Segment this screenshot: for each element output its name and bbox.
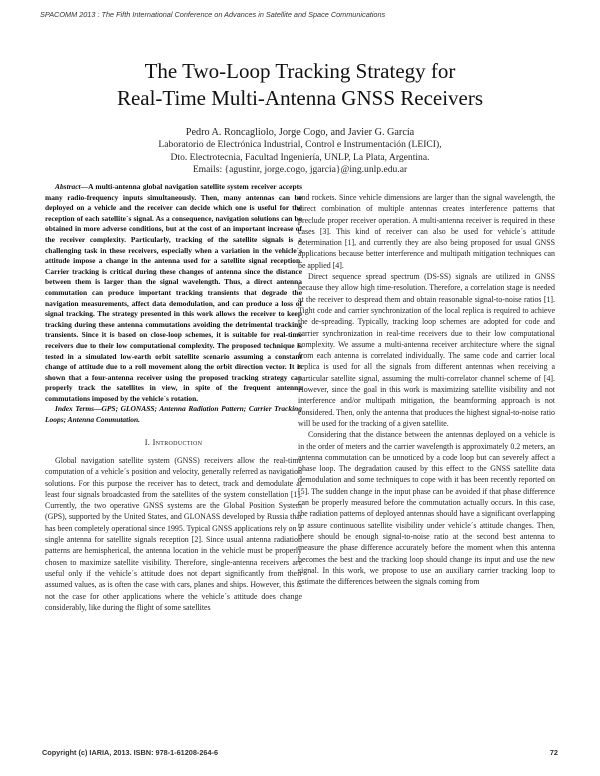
footer-page-number: 72 [549, 748, 558, 757]
author-names: Pedro A. Roncagliolo, Jorge Cogo, and Javier G. García [185, 127, 415, 138]
running-header: SPACOMM 2013 : The Fifth International Conference on Advances in Satellite and Space Communications [40, 10, 386, 19]
abstract-lead: Abstract [55, 182, 81, 191]
author-emails: Emails: {agustinr, jorge.cogo, jgarcia}@ing.unlp.edu.ar [192, 164, 408, 176]
right-column [298, 192, 555, 587]
abstract [45, 182, 302, 404]
author-block [40, 127, 560, 177]
abstract-text: —A multi-antenna global navigation satellite system receiver accepts many radio-frequency inputs simultaneously. Then, many antennas can be deployed on a vehicle and the receiver can decide which one is useful for the reception of each satellite´s signal. As a consequence, navigation solutions can be obtained in more adverse conditions, but at the cost of an important increase of the receiver complexity. Particularly, tracking of the satellite signals is a challenging task in these receivers, especially when a variation in the vehicle´s attitude impose a change in the antenna used for a satellite signal reception. Carrier tracking is critical during these changes of antenna since the distance between them is larger than the signal wavelength. Thus, a direct antenna commutation can produce important tracking transients that degrade the navigation measurements, affect data demodulation, and can produce a loss of signal tracking. The strategy presented in this work allows the receiver to keep tracking during these antenna commutations avoiding the detrimental tracking transients. Since it is based on close-loop schemes, it is suitable for real-time receivers due to their low computational complexity. The proposed technique is tested in a simulated low-earth orbit satellite scenario assuming a constant change of attitude due to a roll movement along the orbit direction vector. It is shown that a four-antenna receiver using the proposed tracking strategy can properly track the satellites in view, in spite of the frequent antenna commutations imposed by the vehicle´s rotation. [45, 182, 302, 403]
footer-copyright: Copyright (c) IARIA, 2013. ISBN: 978-1-61208-264-6 [42, 748, 218, 757]
right-paragraph-1: and rockets. Since vehicle dimensions are larger than the signal wavelength, the direct combination of multiple antennas creates interference patterns that preclude proper receiver operation. A multi-antenna receiver is required in these cases [3]. This kind of receiver can also be used for vehicle´s attitude determination [1], and currently they are also being proposed for usual GNSS applications because better interference and multipath mitigation techniques can be applied [4]. [298, 193, 555, 270]
title-line-2: Real-Time Multi-Antenna GNSS Receivers [116, 86, 484, 110]
section-heading-introduction: I. Introduction [144, 437, 203, 447]
right-paragraph-2: Direct sequence spread spectrum (DS-SS) signals are utilized in GNSS because they allow high time-resolution. Therefore, a correlation stage is needed at the receiver to despread them and obtain reasonable signal-to-noise ratios [1]. Tight code and carrier synchronization of the local replica is required to achieve the de-spreading. Typically, tracking loop schemes are adopted for code and carrier synchronization in real-time receivers due to their low computational complexity. We assume a multi-antenna receiver architecture where the signal from each antenna is correlated individually. The same code and carrier local replica is used for all the signals from different antennas when receiving a particular satellite signal, assuming the multi-correlator channel scheme of [4]. However, since the goal in this work is maximizing satellite visibility and not interference and/or multipath mitigation, the beamforming approach is not considered. Then, only the antenna that produces the highest signal-to-noise ratio will be used for the tracking of a given satellite. [298, 272, 555, 428]
left-column [45, 182, 302, 613]
right-paragraph-3: Considering that the distance between the antennas deployed on a vehicle is in the order of meters and the carrier wavelength is approximately 0.2 meters, an antenna commutation can be unnoticed by a code loop but can severely affect a phase loop. The degradation caused by this effect to the GNSS satellite data demodulation and some techniques to cope with it has been recently reported on [5]. The sudden change in the input phase can be avoided if that phase difference can be properly measured before the commutation actually occurs. In this case, the radiation patterns of deployed antennas should have a significant overlapping to assure continuous satellite visibility under vehicle´s attitude changes. Then, there should be enough signal-to-noise ratio at the second best antenna to measure the phase difference accurately before the moment when this antenna becomes the best and the tracking loop should change its input and use the new signal. In this work, we propose to use an auxiliary carrier tracking loop to estimate the differences between the signals coming from [298, 430, 555, 587]
title-line-1: The Two-Loop Tracking Strategy for [144, 59, 456, 83]
paper-title [40, 58, 560, 112]
affiliation-line-2: Dto. Electrotecnia, Facultad Ingeniería, UNLP, La Plata, Argentina. [170, 151, 430, 163]
affiliation-line-1: Laboratorio de Electrónica Industrial, Control e Instrumentación (LEICI), [158, 139, 442, 151]
intro-paragraph-1: Global navigation satellite system (GNSS) receivers allow the real-time computation of a vehicle´s position and velocity, generally referred as navigation solutions. For this purpose the receiver has to detect, track and demodulate at least four signals broadcasted from the satellites of the system constellation [1]. Currently, the two operative GNSS systems are the Global Position System (GPS), supported by the United States, and GLONASS developed by Russia that has been completely operational since 1995. Typical GNSS applications rely on a single antenna for satellite signals reception [2]. Since usual antenna radiation patterns are hemispherical, the antenna location in the vehicle must be properly chosen to maximize satellite visibility. Therefore, single-antenna receivers are useful only if the vehicle´s attitude does not depart significantly from their assumed values, as is often the case with cars, planes and ships. However, this is not the case for other applications where the vehicle´s attitude does change considerably, like during the flight of some satellites [45, 455, 302, 612]
index-terms: Index Terms—GPS; GLONASS; Antenna Radiation Pattern; Carrier Tracking Loops; Antenna Commutation. [45, 404, 302, 425]
